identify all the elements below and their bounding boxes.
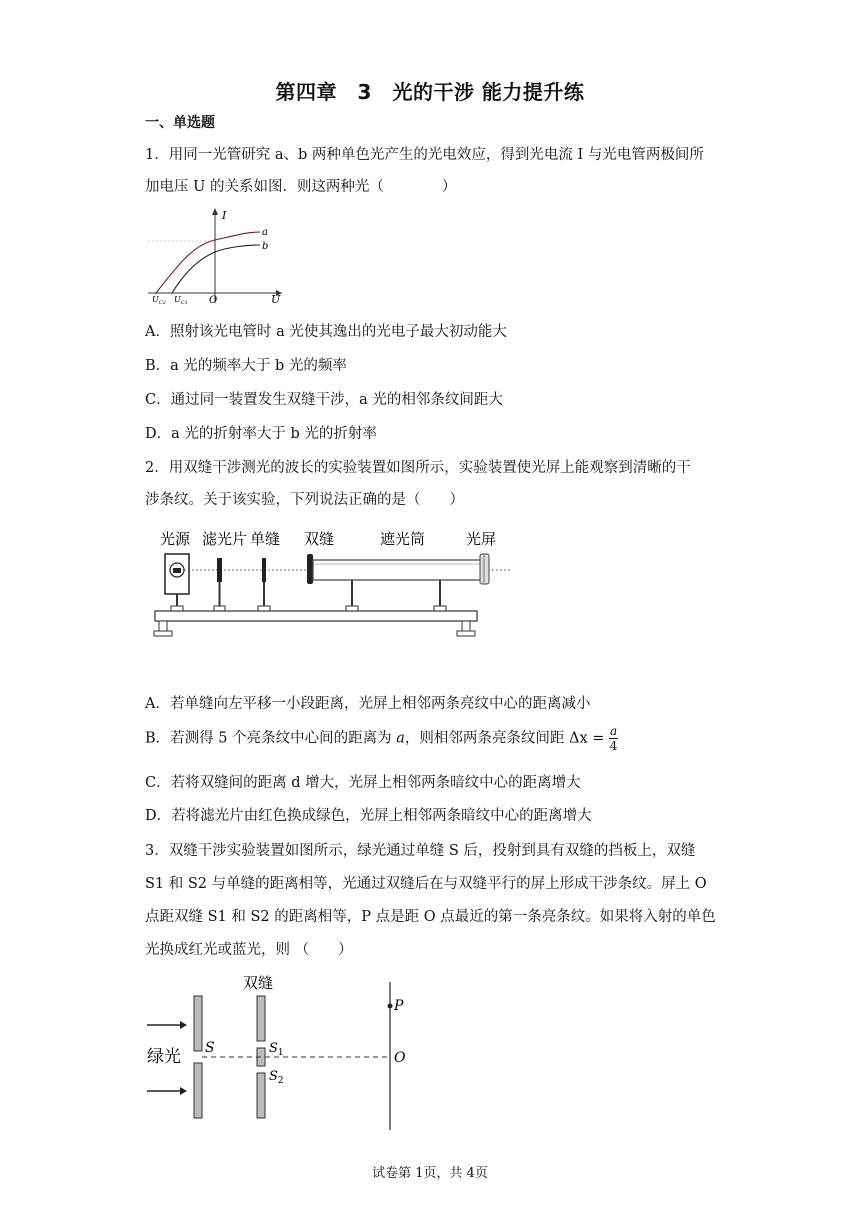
graph-origin-label: O bbox=[209, 295, 218, 305]
uc2-label: U bbox=[152, 295, 159, 304]
graph-y-label: I bbox=[222, 209, 227, 222]
q2-stem-line1: 2．用双缝干涉测光的波长的实验装置如图所示，实验装置使光屏上能观察到清晰的干 bbox=[145, 460, 691, 476]
label-P: P bbox=[394, 998, 404, 1014]
uc2-sub: C2 bbox=[158, 300, 166, 305]
q3-stem-line2: S1 和 S2 与单缝的距离相等，光通过双缝后在与双缝平行的屏上形成干涉条纹。屏上 O bbox=[145, 876, 707, 892]
q3-stem-line1: 3．双缝干涉实验装置如图所示，绿光通过单缝 S 后，投射到具有双缝的挡板上，双缝 bbox=[145, 843, 696, 859]
q2-option-a: A．若单缝向左平移一小段距离，光屏上相邻两条亮纹中心的距离减小 bbox=[145, 696, 591, 712]
graph-x-label: U bbox=[271, 293, 281, 305]
label-S2: S bbox=[269, 1069, 278, 1084]
label-filter: 滤光片 bbox=[202, 530, 248, 548]
svg-text:S2: $S_2$ bbox=[269, 1069, 284, 1086]
q2-apparatus-figure bbox=[150, 524, 515, 644]
curve-a-label: a bbox=[262, 227, 268, 238]
q1-iu-graph bbox=[148, 205, 288, 305]
q3-stem-line3: 点距双缝 S1 和 S2 的距离相等，P 点是距 O 点最近的第一条亮条纹。如果将入射的单色 bbox=[145, 909, 716, 925]
label-S1: S bbox=[269, 1041, 278, 1056]
q1-option-d: D．a 光的折射率大于 b 光的折射率 bbox=[145, 426, 377, 442]
label-tube: 遮光筒 bbox=[380, 530, 426, 548]
q1-option-c: C．通过同一装置发生双缝干涉，a 光的相邻条纹间距大 bbox=[145, 392, 503, 408]
q2-stem-line2: 涉条纹。关于该实验，下列说法正确的是（ ） bbox=[145, 492, 464, 508]
svg-text:UC2 bbox=[152, 295, 166, 305]
svg-text:UC1 bbox=[174, 295, 188, 305]
label-S: S bbox=[205, 1040, 215, 1056]
label-O: O bbox=[394, 1050, 406, 1066]
q1-option-a: A．照射该光电管时 a 光使其逸出的光电子最大初动能大 bbox=[145, 324, 507, 340]
label-double-slit-fig: 双缝 bbox=[243, 974, 274, 992]
q3-double-slit-figure bbox=[145, 972, 415, 1132]
section-heading: 一、单选题 bbox=[145, 115, 215, 131]
label-single-slit: 单缝 bbox=[250, 530, 281, 548]
q2-option-b: B．若测得 5 个亮条纹中心间的距离为 a，则相邻两条亮条纹间距 Δx = $\frac{a}{4}$ bbox=[145, 724, 618, 753]
curve-b-label: b bbox=[262, 241, 269, 252]
q1-stem-line1: 1．用同一光管研究 a、b 两种单色光产生的光电效应，得到光电流 I 与光电管两极间所 bbox=[145, 147, 704, 163]
label-screen: 光屏 bbox=[466, 530, 497, 548]
q1-option-b: B．a 光的频率大于 b 光的频率 bbox=[145, 358, 347, 374]
q3-stem-line4: 光换成红光或蓝光，则 （ ） bbox=[145, 942, 353, 958]
svg-text:S1: $S_1$ bbox=[269, 1041, 284, 1058]
label-light-source: 光源 bbox=[160, 530, 191, 548]
page-footer: 试卷第 1页，共 4页 bbox=[372, 1166, 488, 1181]
uc1-label: U bbox=[174, 295, 181, 304]
q2-option-c: C．若将双缝间的距离 d 增大，光屏上相邻两条暗纹中心的距离增大 bbox=[145, 775, 581, 791]
uc1-sub: C1 bbox=[180, 300, 188, 305]
label-green-light: 绿光 bbox=[147, 1047, 181, 1067]
curve-b bbox=[172, 245, 260, 293]
page-title: 第四章 3 光的干涉 能力提升练 bbox=[275, 80, 585, 104]
fraction-a-over-4: $\frac{a}{4}$ bbox=[609, 724, 618, 753]
q1-stem-line2: 加电压 U 的关系如图．则这两种光（ ） bbox=[145, 179, 457, 195]
label-double-slit: 双缝 bbox=[304, 530, 335, 548]
q2-option-d: D．若将滤光片由红色换成绿色，光屏上相邻两条暗纹中心的距离增大 bbox=[145, 808, 592, 824]
